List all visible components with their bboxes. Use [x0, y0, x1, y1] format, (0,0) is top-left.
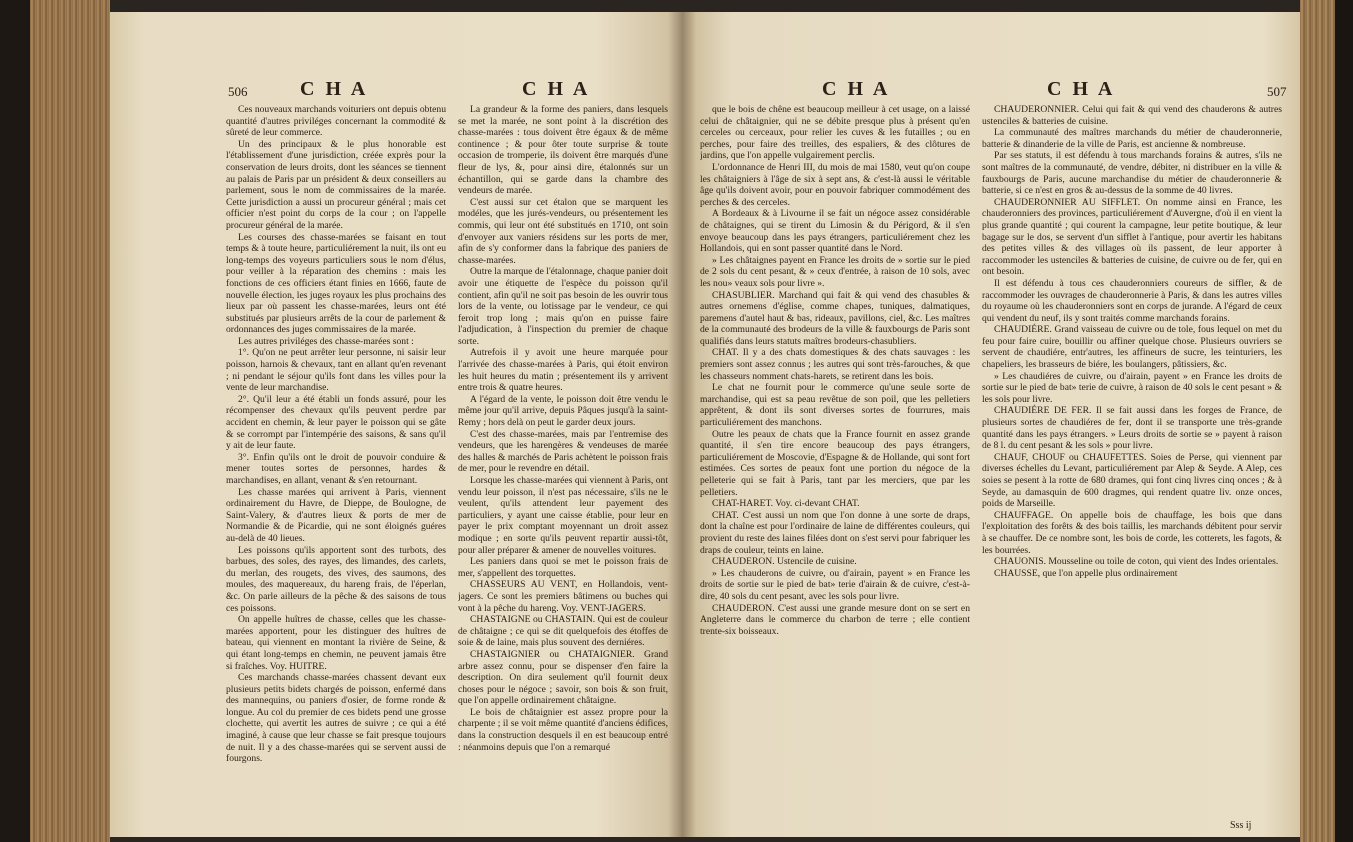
paragraph: La grandeur & la forme des paniers, dans lesquels se met la marée, ne sont point à la discrétion des chasse-marées : tous doivent être égaux & de même continence ; & pour ôter toute surprise & toute occasion de tromperie, ils doivent être marqués d'une fleur de lys, &, pour ainsi dire, étalonnés sur un échantillon, qui se garde dans la chambre des vendeurs de marée.: [458, 104, 668, 197]
paragraph: Il est défendu à tous ces chauderonniers coureurs de siffler, & de raccommoder les ouvrages de chauderonnerie à Paris, & dans les autres villes du royaume où les chauderonniers sont en corps de jurande. A l'égard de ceux qui vendent du neuf, ils y sont traités comme marchands forains.: [982, 277, 1282, 324]
paragraph: Outre les peaux de chats que la France fournit en assez grande quantité, il s'en tire encore beaucoup des pays étrangers, particuliérement de Moscovie, d'Espagne & de Hollande, qui sont fort estimées. Ces sortes de peaux font une portion du négoce de la pelleterie qui se fait à Paris, tant par les merciers, que par les pelletiers.: [700, 428, 970, 498]
paragraph: CHASUBLIER. Marchand qui fait & qui vend des chasubles & autres ornemens d'église, comme chapes, tuniques, dalmatiques, paremens d'autel haut & bas, rideaux, pavillons, ciel, &c. Les maîtres de la communauté des brodeurs de la ville & fauxbourgs de Paris sont qualifiés dans leurs statuts maîtres brodeurs-chasubliers.: [700, 289, 970, 347]
paragraph: Ces marchands chasse-marées chassent devant eux plusieurs petits bidets chargés de poisson, enfermé dans des mannequins, ou paniers d'osier, de forme ronde & longue. Au col du premier de ces bidets pend une grosse clochette, qui avertit les autres de suivre ; ce qui a été imaginé, à cause que leur chasse se fait presque toujours de nuit. Il y a des chasse-marées qui se servent aussi de fourgons.: [226, 672, 446, 765]
running-head-right-2: C H A: [1047, 78, 1116, 100]
right-column-1: [700, 104, 970, 804]
paragraph: CHAUDERONNIER. Celui qui fait & qui vend des chauderons & autres ustenciles & batteries de cuisine.: [982, 104, 1282, 127]
paragraph: Un des principaux & le plus honorable est l'établissement d'une jurisdiction, créée exprès pour la conservation de leurs droits, dont les séances se tiennent au palais de Paris par un président & deux conseillers au parlement, sous le nom de commissaires de la marée. Cette jurisdiction a aussi un procureur général ; mais cet officier n'est point du corps de la cour ; on l'appelle procureur général de la marée.: [226, 138, 446, 231]
left-page: [110, 12, 682, 837]
paragraph: CHAUDERON. C'est aussi une grande mesure dont on se sert en Angleterre dans le commerce du charbon de terre ; elle contient trente-six boisseaux.: [700, 602, 970, 637]
paragraph: » Les chauderons de cuivre, ou d'airain, payent » en France les droits de sortie sur le pied de bat» terie d'airain & de cuivre, c'est-à-dire, 40 sols du cent pesant, avec les sols pour livre.: [700, 567, 970, 602]
paragraph: Les paniers dans quoi se met le poisson frais de mer, s'appellent des torquettes.: [458, 556, 668, 579]
paragraph: Autrefois il y avoit une heure marquée pour l'arrivée des chasse-marées à Paris, qui étoit environ les huit heures du matin ; présentement ils y arrivent entre trois & quatre heures.: [458, 347, 668, 394]
paragraph: CHAUSSE, que l'on appelle plus ordinairement: [994, 567, 1178, 579]
paragraph: Par ses statuts, il est défendu à tous marchands forains & autres, s'ils ne sont maîtres de la communauté, de vendre, débiter, ni distribuer en la ville & fauxbourgs de Paris, aucune marchandise du métier de chauderonnerie & batterie, si ce n'est en gros & au-dessus de la somme de 40 livres.: [982, 150, 1282, 197]
paragraph: Outre la marque de l'étalonnage, chaque panier doit avoir une étiquette de l'espèce du poisson qu'il contient, afin qu'il ne soit pas besoin de les ouvrir tous lors de la vente, ou lotissage par le vendeur, ce qui feroit trop long ; mais qu'on en puisse faire l'adjudication, à l'inspection du premier de chaque sorte.: [458, 266, 668, 347]
paragraph: CHAUONIS. Mousseline ou toile de coton, qui vient des Indes orientales.: [994, 556, 1279, 568]
paragraph: 2°. Qu'il leur a été établi un fonds assuré, pour les récompenser des chevaux qu'ils peuvent perdre par accident en chemin, & leur payer le poisson qui se gâte & se corrompt par l'intempérie des saisons, & sans qu'il y ait de leur faute.: [226, 393, 446, 452]
paragraph: A Bordeaux & à Livourne il se fait un négoce assez considérable de châtaignes, qui se tirent du Limosin & du Périgord, & il s'en envoye beaucoup dans les pays étrangers, particuliérement chez les Hollandois, qui en sont passer quantité dans le Nord.: [700, 208, 970, 255]
paragraph: CHAUFFAGE. On appelle bois de chauffage, les bois que dans l'exploitation des forêts & des bois taillis, les marchands débitent pour servir à se chauffer. De ce nombre sont, les bois de corde, les cotterets, les fagots, & les bourrées.: [982, 509, 1282, 556]
paragraph: C'est des chasse-marées, mais par l'entremise des vendeurs, que les harengères & vendeuses de marée des halles & marchés de Paris achètent le poisson frais de mer, pour le revendre en détail.: [458, 428, 668, 475]
right-shadow: [1335, 0, 1353, 842]
paragraph: » Les châtaignes payent en France les droits de » sortie sur le pied de 2 sols du cent pesant, & » ceux d'entrée, à raison de 10 sols, avec les nou» veaux sols pour livre ».: [700, 254, 970, 289]
paragraph: A l'égard de la vente, le poisson doit être vendu le même jour qu'il arrive, depuis Pâques jusqu'à la saint-Remy ; hors delà on peut le garder deux jours.: [458, 393, 668, 429]
paragraph: CHAUDIÉRE. Grand vaisseau de cuivre ou de tole, fous lequel on met du feu pour faire cuire, bouillir ou affiner quelque chose. Plusieurs ouvriers se servent de chaudiére, entr'autres, les affineurs de sucre, les teinturiers, les chapeliers, les brasseurs de biére, les boulangers, pâtissiers, &c.: [982, 324, 1282, 371]
paragraph: CHAT-HARET. Voy. ci-devant CHAT.: [712, 498, 860, 510]
paragraph: CHAT. Il y a des chats domestiques & des chats sauvages : les premiers sont assez connus ; les autres qui sont très-farouches, & que les chasseurs nomment chats-harets, se retirent dans les bois.: [700, 347, 970, 382]
book-gutter: [668, 12, 696, 837]
left-shadow: [0, 0, 30, 842]
paragraph: CHAT. C'est aussi un nom que l'on donne à une sorte de draps, dont la chaîne est pour l'ordinaire de laine de différentes couleurs, qui provient du reste des laines filées dont on s'est servi pour fabriquer les draps de couleur, teints en laine.: [700, 509, 970, 556]
signature-mark: Sss ij: [1230, 820, 1252, 831]
paragraph: CHAUDERONNIER AU SIFFLET. On nomme ainsi en France, les chauderonniers des provinces, particuliérement d'Auvergne, d'où il en vient la plus grande quantité ; qui courent la campagne, leur petite boutique, & leur bagage sur le dos, se servent d'un sifflet à l'antique, pour avertir les habitans des petites villes & des villages où ils passent, de leur apporter à raccommoder les ustenciles & batteries de cuisine, de cuivre ou de fer, qui en ont besoin.: [982, 196, 1282, 278]
paragraph: que le bois de chêne est beaucoup meilleur à cet usage, on a laissé celui de châtaignier, qui ne se débite presque plus à présent qu'en cerceles ou cerceaux, pour relier les cuves & les futailles ; ou en perches, pour faire des treilles, des espaliers, & des clôtures de jardins, que l'on appelle vulgairement perclis.: [700, 104, 970, 162]
paragraph: On appelle huîtres de chasse, celles que les chasse-marées apportent, pour les distinguer des huîtres de bateau, qui viennent en montant la rivière de Seine, & qui étant long-temps en chemin, ne peuvent jamais être si fraîches. Voy. HUITRE.: [226, 614, 446, 672]
paragraph: Les chasse marées qui arrivent à Paris, viennent ordinairement du Havre, de Dieppe, de Boulogne, de Saint-Valery, & d'autres lieux & ports de mer de Normandie & de Picardie, qui ne sont éloignés guéres au-delà de 40 lieues.: [226, 486, 446, 544]
paragraph: Les poissons qu'ils apportent sont des turbots, des barbues, des soles, des rayes, des limandes, des carlets, du merlan, des rougets, des vives, des saumons, des moules, des maquereaux, du hareng frais, de l'éperlan, &c. On parle ailleurs de la pêche & des saisons de tous ces poissons.: [226, 544, 446, 614]
paragraph: Le bois de châtaignier est assez propre pour la charpente ; il se voit même quantité d'anciens édifices, dans la construction desquels il en est beaucoup entré : néanmoins depuis que l'on a remarqué: [458, 706, 668, 753]
paragraph: CHAUDIÉRE DE FER. Il se fait aussi dans les forges de France, de plusieurs sortes de chaudiéres de fer, dont il se transporte une très-grande quantité dans les pays étrangers. » Leurs droits de sortie se » payent à raison de 8 l. du cent pesant & les sols » pour livre.: [982, 405, 1282, 452]
paragraph: Ces nouveaux marchands voituriers ont depuis obtenu quantité d'autres priviléges concernant la commodité & sûreté de leur commerce.: [226, 104, 446, 139]
right-page: [682, 12, 1300, 837]
running-head-right-1: C H A: [822, 78, 891, 100]
paragraph: CHAUDERON. Ustencile de cuisine.: [712, 556, 857, 568]
right-column-2: [982, 104, 1282, 804]
paragraph: La communauté des maîtres marchands du métier de chauderonnerie, batterie & dinanderie de la ville de Paris, est ancienne & nombreuse.: [982, 127, 1282, 150]
paragraph: CHASTAIGNE ou CHASTAIN. Qui est de couleur de châtaigne ; ce qui se dit quelquefois des étoffes de soie & de laine, mais plus souvent des derniéres.: [458, 614, 668, 649]
paragraph: CHAUF, CHOUF ou CHAUFETTES. Soies de Perse, qui viennent par diverses échelles du Levant, particuliérement par Alep & Seyde. A Alep, ces soies se pesent à la rotte de 680 drames, qui font cinq livres cinq onces ; & à Seyde, au damasquin de 600 dragmes, qui rendent quatre liv. onze onces, poids de Marseille.: [982, 451, 1282, 510]
left-column-2: [458, 104, 668, 804]
page-number-right: 507: [1267, 84, 1287, 99]
paragraph: CHASTAIGNIER ou CHATAIGNIER. Grand arbre assez connu, pour se dispenser d'en faire la description. On dira seulement qu'il fournit deux choses pour le négoce ; savoir, son bois & son fruit, que l'on appelle ordinairement châtaigne.: [458, 648, 668, 707]
paragraph: Le chat ne fournit pour le commerce qu'une seule sorte de marchandise, qui est sa peau revêtue de son poil, que les pelletiers apprêtent, & dont ils sont diverses sortes de fourrures, mais particuliérement des manchons.: [700, 382, 970, 429]
paragraph: 3°. Enfin qu'ils ont le droit de pouvoir conduire & mener toutes sortes de personnes, hardes & marchandises, en allant, venant & s'en retournant.: [226, 451, 446, 486]
left-column-1: [226, 104, 446, 804]
paragraph: Les courses des chasse-marées se faisant en tout temps & à toute heure, particuliérement la nuit, ils ont eu long-temps des voyeurs particuliers sous le nom d'élus, pour veiller à la réparation des chemins : mais les fonctions de ces officiers étant finies en 1666, faute de nouvelle élection, les juges royaux les plus prochains des lieux par où passent les chasse-marées, leurs ont été substitués par plusieurs arrêts de la cour de parlement & ordonnances des juges commissaires de la marée.: [226, 231, 446, 336]
paragraph: C'est aussi sur cet étalon que se marquent les modéles, que les jurés-vendeurs, ou présentement les commis, qui leur ont été substitués en 1710, ont soin d'envoyer aux vaniers résidens sur les ports de mer, afin de s'y conformer dans la fabrique des paniers de chasse-marées.: [458, 196, 668, 266]
paragraph: » Les chaudiéres de cuivre, ou d'airain, payent » en France les droits de sortie sur le pied de bat» terie de cuivre, à raison de 40 sols le cent pesant » & les sols pour livre.: [982, 370, 1282, 405]
paragraph: L'ordonnance de Henri III, du mois de mai 1580, veut qu'on coupe les châtaigniers à l'âge de six à sept ans, & c'est-là aussi le véritable âge qu'ils doivent avoir, pour en pouvoir fabriquer commodément des perches & des cerceles.: [700, 161, 970, 208]
paragraph: 1°. Qu'on ne peut arrêter leur personne, ni saisir leur poisson, harnois & chevaux, tant en allant qu'en revenant ; ni pendant le séjour qu'ils font dans les villes pour la vente de leur marchandise.: [226, 347, 446, 394]
page-number-left: 506: [228, 84, 248, 99]
paragraph: Les autres priviléges des chasse-marées sont :: [238, 335, 414, 347]
paragraph: Lorsque les chasse-marées qui viennent à Paris, ont vendu leur poisson, il n'est pas nécessaire, s'ils ne le veulent, qu'ils attendent leur payement des particuliers, y ayant une caisse établie, pour leur en payer le prix comptant moyennant un droit assez modique ; en sorte qu'ils peuvent repartir aussi-tôt, pour aller préparer & amener de nouvelles voitures.: [458, 475, 668, 556]
running-head-left-1: C H A: [300, 78, 369, 100]
paragraph: CHASSEURS AU VENT, en Hollandois, vent-jagers. Ce sont les premiers bâtimens ou buches qui vont à la pêche du hareng. Voy. VENT-JAGERS.: [458, 579, 668, 614]
running-head-left-2: C H A: [522, 78, 591, 100]
